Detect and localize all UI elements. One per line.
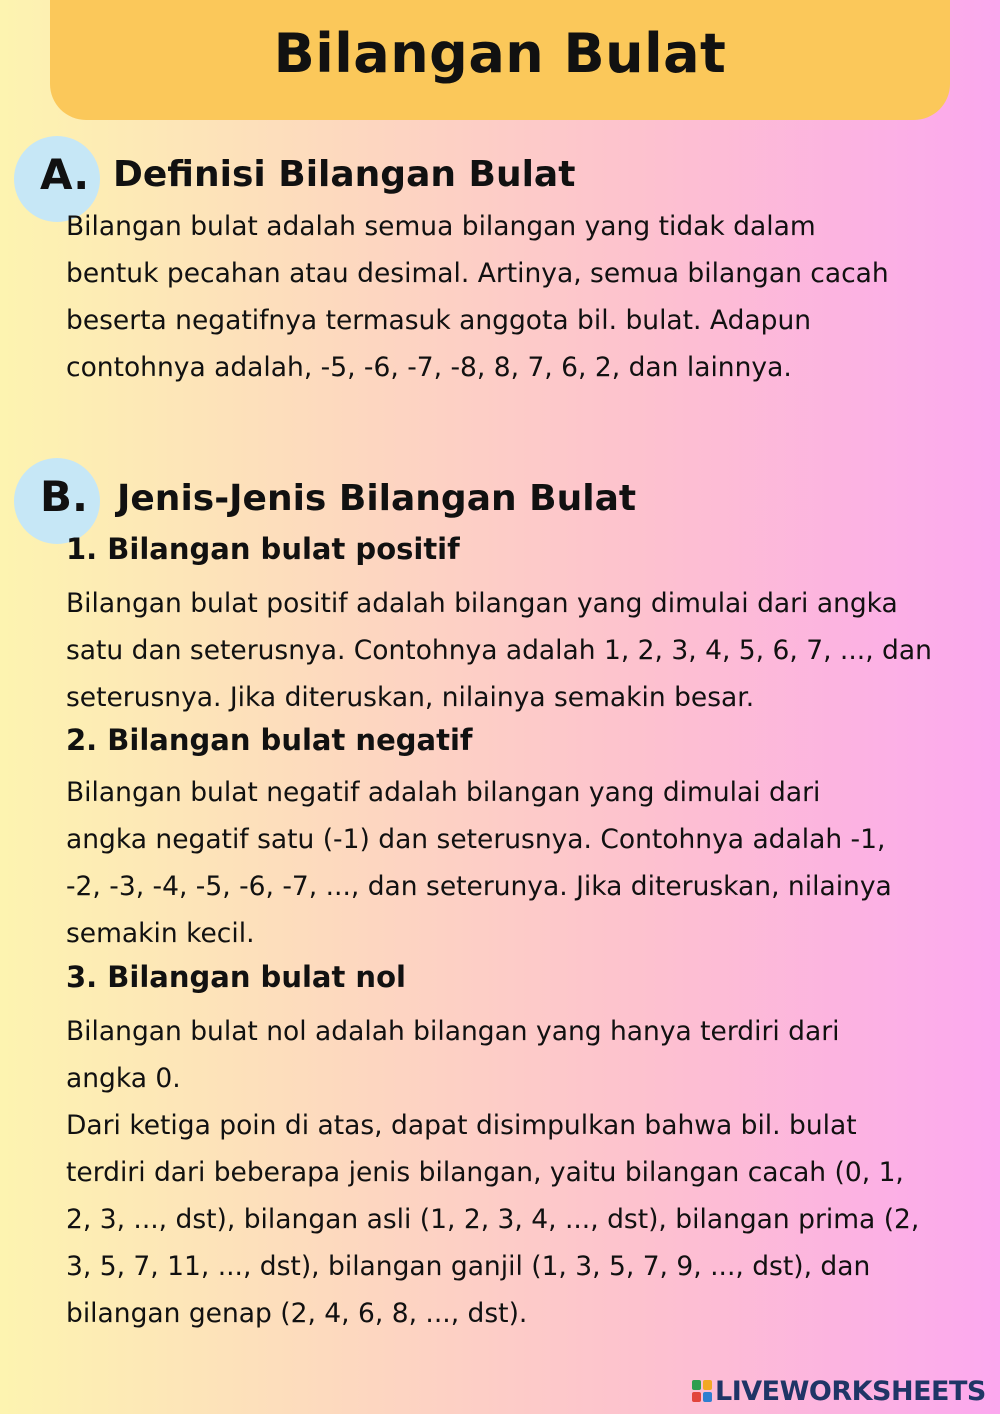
- text-line: 2, 3, ..., dst), bilangan asli (1, 2, 3, 4, ..., dst), bilangan prima (2,: [66, 1204, 920, 1235]
- section-a-heading: Definisi Bilangan Bulat: [113, 154, 576, 195]
- text-line: -2, -3, -4, -5, -6, -7, ..., dan seterunya. Jika diteruskan, nilainya: [66, 871, 892, 902]
- zero-paragraph: [66, 1008, 961, 1102]
- text-line: contohnya adalah, -5, -6, -7, -8, 8, 7, 6, 2, dan lainnya.: [66, 352, 792, 383]
- text-line: angka 0.: [66, 1063, 181, 1094]
- text-line: angka negatif satu (-1) dan seterusnya. Contohnya adalah -1,: [66, 824, 886, 855]
- positive-paragraph: [66, 580, 961, 721]
- logo-square-icon: [692, 1392, 701, 1402]
- logo-text: LIVEWORKSHEETS: [715, 1375, 986, 1407]
- liveworksheets-logo-icon: [692, 1380, 712, 1402]
- section-b-letter: B.: [40, 472, 88, 521]
- negative-paragraph: [66, 769, 961, 957]
- text-line: Bilangan bulat negatif adalah bilangan yang dimulai dari: [66, 777, 821, 808]
- subheading-negative: 2. Bilangan bulat negatif: [66, 723, 473, 757]
- text-line: 3, 5, 7, 11, ..., dst), bilangan ganjil (1, 3, 5, 7, 9, ..., dst), dan: [66, 1251, 871, 1282]
- text-line: Bilangan bulat nol adalah bilangan yang hanya terdiri dari: [66, 1016, 840, 1047]
- page-title: Bilangan Bulat: [273, 22, 727, 85]
- title-banner: [50, 0, 950, 120]
- text-line: Dari ketiga poin di atas, dapat disimpulkan bahwa bil. bulat: [66, 1110, 857, 1141]
- text-line: terdiri dari beberapa jenis bilangan, yaitu bilangan cacah (0, 1,: [66, 1157, 904, 1188]
- text-line: semakin kecil.: [66, 918, 255, 949]
- subheading-zero: 3. Bilangan bulat nol: [66, 960, 406, 994]
- liveworksheets-logo: [692, 1374, 986, 1408]
- text-line: Bilangan bulat positif adalah bilangan yang dimulai dari angka: [66, 588, 898, 619]
- logo-square-icon: [703, 1392, 712, 1402]
- text-line: bentuk pecahan atau desimal. Artinya, semua bilangan cacah: [66, 258, 889, 289]
- text-line: bilangan genap (2, 4, 6, 8, ..., dst).: [66, 1298, 528, 1329]
- section-a-paragraph: [66, 203, 961, 391]
- logo-square-icon: [692, 1380, 701, 1390]
- subheading-positive: 1. Bilangan bulat positif: [66, 532, 460, 566]
- text-line: satu dan seterusnya. Contohnya adalah 1, 2, 3, 4, 5, 6, 7, ..., dan: [66, 635, 932, 666]
- text-line: Bilangan bulat adalah semua bilangan yang tidak dalam: [66, 211, 816, 242]
- logo-square-icon: [703, 1380, 712, 1390]
- section-a-letter: A.: [40, 150, 90, 199]
- conclusion-paragraph: [66, 1102, 961, 1337]
- section-b-heading: Jenis-Jenis Bilangan Bulat: [117, 478, 637, 519]
- text-line: beserta negatifnya termasuk anggota bil. bulat. Adapun: [66, 305, 812, 336]
- text-line: seterusnya. Jika diteruskan, nilainya semakin besar.: [66, 682, 755, 713]
